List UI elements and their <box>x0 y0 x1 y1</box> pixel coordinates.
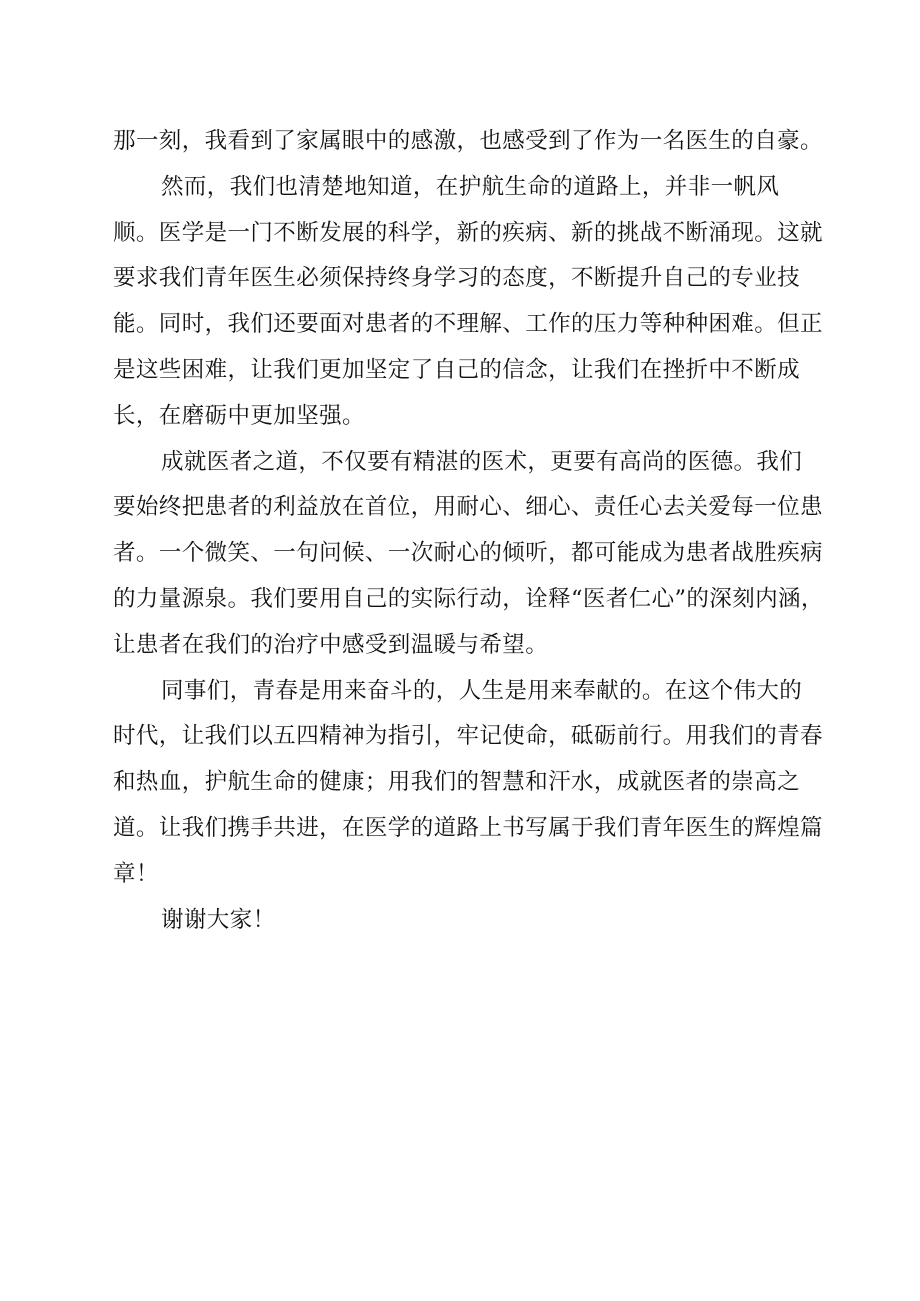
document-body <box>113 119 825 943</box>
paragraph-thanks: 谢谢大家！ <box>161 906 276 933</box>
paragraph-challenges: 然而，我们也清楚地知道，在护航生命的道路上，并非一帆风顺。医学是一门不断发展的科学，新的疾病、新的挑战不断涌现。这就要求我们青年医生必须保持终身学习的态度，不断提升自己的专业技能。同时，我们还要面对患者的不理解、工作的压力等种种困难。但正是这些困难，让我们更加坚定了自己的信念，让我们在挫折中不断成长，在磨砺中更加坚强。 <box>113 173 823 429</box>
paragraph-closing-call: 同事们，青春是用来奋斗的，人生是用来奉献的。在这个伟大的时代，让我们以五四精神为指引，牢记使命，砥砺前行。用我们的青春和热血，护航生命的健康；用我们的智慧和汗水，成就医者的崇高之道。让我们携手共进，在医学的道路上书写属于我们青年医生的辉煌篇章！ <box>113 677 823 887</box>
paragraph-medical-ethics: 成就医者之道，不仅要有精湛的医术，更要有高尚的医德。我们要始终把患者的利益放在首位，用耐心、细心、责任心去关爱每一位患者。一个微笑、一句问候、一次耐心的倾听，都可能成为患者战胜疾病的力量源泉。我们要用自己的实际行动，诠释“医者仁心”的深刻内涵，让患者在我们的治疗中感受到温暖与希望。 <box>113 448 824 658</box>
paragraph-continuation: 那一刻，我看到了家属眼中的感激，也感受到了作为一名医生的自豪。 <box>113 128 823 154</box>
